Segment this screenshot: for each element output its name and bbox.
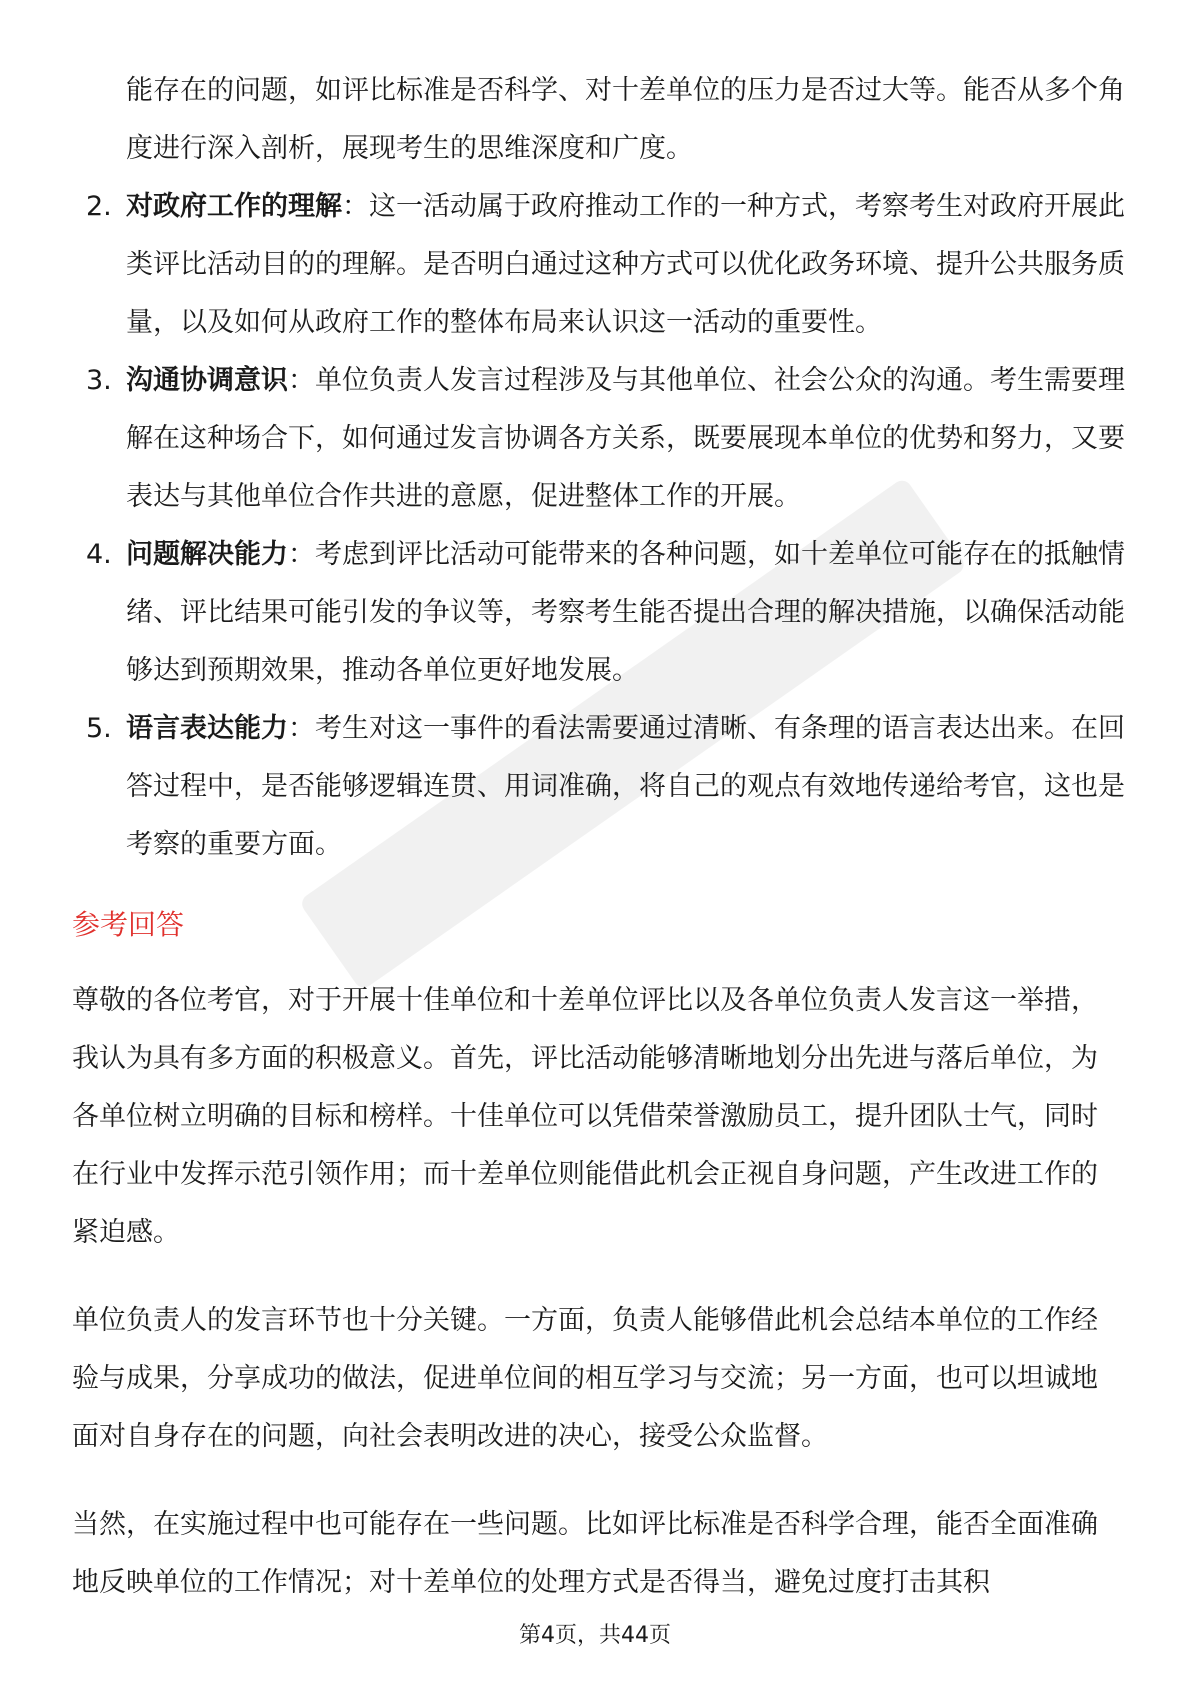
answer-paragraph: 当然，在实施过程中也可能存在一些问题。比如评比标准是否科学合理，能否全面准确地反映单位的工作情况；对十差单位的处理方式是否得当，避免过度打击其积 [72, 1509, 1098, 1598]
item-term: 问题解决能力 [126, 539, 288, 570]
item-term: 对政府工作的理解 [126, 191, 342, 222]
list-item [72, 526, 1126, 700]
item-term: 沟通协调意识 [126, 365, 288, 396]
assessment-points-list [72, 178, 1125, 874]
section-title: 参考回答 [72, 908, 185, 941]
list-item [72, 352, 1126, 526]
answer-paragraph: 单位负责人的发言环节也十分关键。一方面，负责人能够借此机会总结本单位的工作经验与成果，分享成功的做法，促进单位间的相互学习与交流；另一方面，也可以坦诚地面对自身存在的问题，向社会表明改进的决心，接受公众监督。 [72, 1305, 1098, 1452]
item-number: 3. [86, 365, 112, 396]
item-text: ：考虑到评比活动可能带来的各种问题，如十差单位可能存在的抵触情绪、评比结果可能引发的争议等，考察考生能否提出合理的解决措施，以确保活动能够达到预期效果，推动各单位更好地发展。 [126, 539, 1125, 686]
intro-paragraph: 能存在的问题，如评比标准是否科学、对十差单位的压力是否过大等。能否从多个角度进行深入剖析，展现考生的思维深度和广度。 [126, 75, 1125, 164]
item-text: ：单位负责人发言过程涉及与其他单位、社会公众的沟通。考生需要理解在这种场合下，如何通过发言协调各方关系，既要展现本单位的优势和努力，又要表达与其他单位合作共进的意愿，促进整体工作的开展。 [126, 365, 1125, 512]
page-footer: 第4页，共44页 [519, 1623, 671, 1648]
item-number: 5. [86, 713, 112, 744]
item-number: 2. [86, 191, 112, 222]
item-text: ：考生对这一事件的看法需要通过清晰、有条理的语言表达出来。在回答过程中，是否能够逻辑连贯、用词准确，将自己的观点有效地传递给考官，这也是考察的重要方面。 [126, 713, 1125, 860]
main-content [72, 62, 1125, 1642]
item-text: ：这一活动属于政府推动工作的一种方式，考察考生对政府开展此类评比活动目的的理解。是否明白通过这种方式可以优化政务环境、提升公共服务质量，以及如何从政府工作的整体布局来认识这一活动的重要性。 [126, 191, 1125, 338]
list-item [72, 178, 1126, 352]
item-term: 语言表达能力 [126, 713, 288, 744]
answer-paragraph: 尊敬的各位考官，对于开展十佳单位和十差单位评比以及各单位负责人发言这一举措，我认为具有多方面的积极意义。首先，评比活动能够清晰地划分出先进与落后单位，为各单位树立明确的目标和榜样。十佳单位可以凭借荣誉激励员工，提升团队士气，同时在行业中发挥示范引领作用；而十差单位则能借此机会正视自身问题，产生改进工作的紧迫感。 [72, 985, 1098, 1248]
list-item [72, 700, 1126, 874]
item-number: 4. [86, 539, 112, 570]
